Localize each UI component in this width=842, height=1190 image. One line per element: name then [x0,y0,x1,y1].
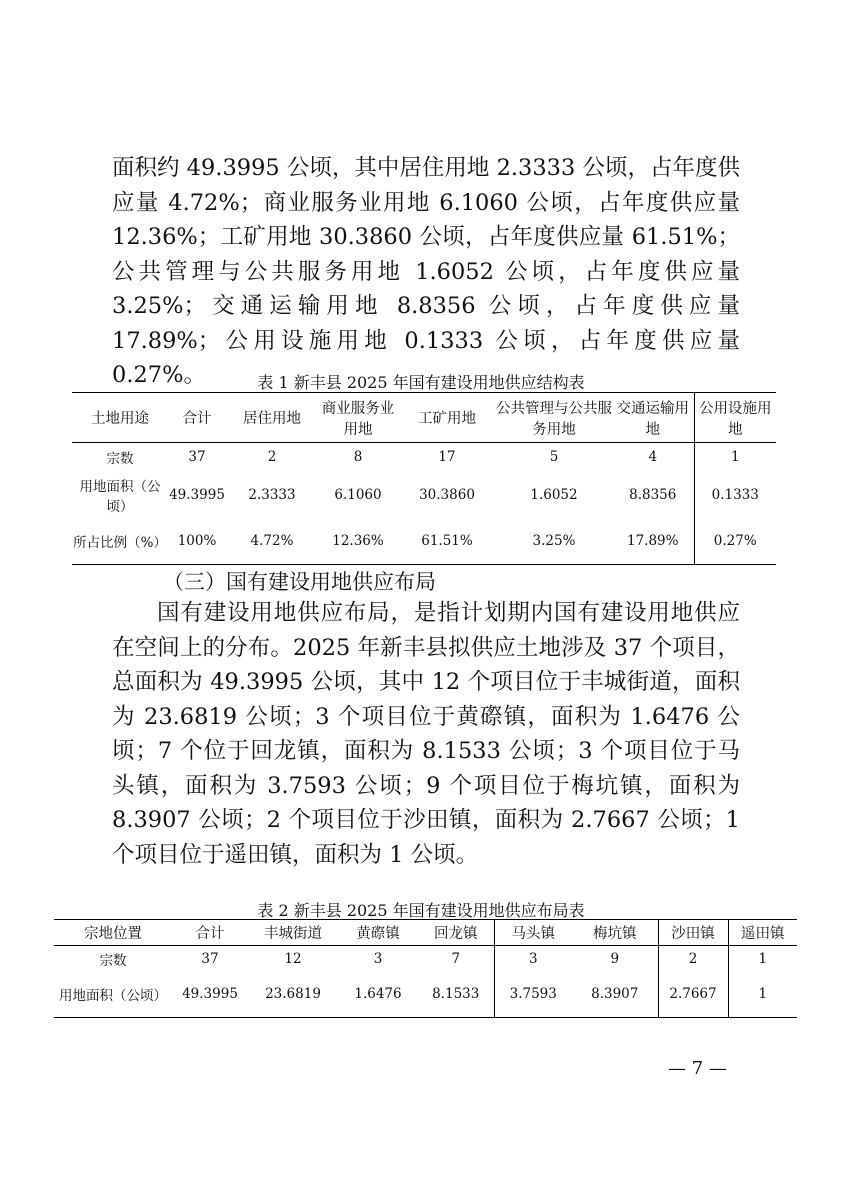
table-cell: 4.72% [250,533,294,550]
table-cell: 1 [728,972,797,1018]
table-cell: 1.6052 [530,486,578,503]
row-label: 宗数 [106,450,134,467]
table-header-cell: 黄磜镇 [356,926,400,942]
table-cell: 2 [658,946,728,972]
row-label: 用地面积（公顷） [79,478,161,515]
table-header-cell: 遥田镇 [728,920,797,946]
table-header-cell: 公用设施用地 [694,393,776,443]
table-cell: 8.1533 [432,986,480,1003]
table-row [72,471,776,519]
row-label: 用地面积（公顷） [59,988,167,1005]
table-cell: 5 [549,448,559,465]
table-cell: 3.7593 [494,972,572,1018]
table-header-cell: 工矿用地 [418,411,476,427]
table-cell: 49.3995 [182,986,238,1003]
table-header-row [54,920,797,946]
table-header-cell: 丰城街道 [264,926,322,942]
table-cell: 3 [494,946,572,972]
table2-caption: 表 2 新丰县 2025 年国有建设用地供应布局表 [257,901,585,920]
table-header-cell: 土地用途 [91,411,149,427]
table-header-row [72,393,776,443]
table-cell: 3.25% [532,533,576,550]
paragraph-supply-structure: 面积约 49.3995 公顷，其中居住用地 2.3333 公顷，占年度供应量 4.72%；商业服务业用地 6.1060 公顷，占年度供应量 12.36%；工矿用地 30.3860 公顷，占年度供应量 61.51%；公共管理与公共服务用地 1.6052 公顷，占年度供应量 3.25%；交通运输用地 8.8356 公顷，占年度供应量 17.89%；公用设施用地 0.1333 公顷，占年度供应量 0.27%。 [112,155,740,388]
table-cell: 9 [610,950,620,967]
table-cell: 0.27% [694,519,776,565]
table-header-cell: 沙田镇 [658,920,728,946]
table-cell: 4 [648,448,658,465]
table-cell: 17 [438,448,456,465]
table-cell: 12.36% [332,533,384,550]
table-cell: 0.1333 [694,471,776,519]
table-header-cell: 交通运输用地 [616,400,689,438]
table-cell: 12 [284,950,302,967]
paragraph-supply-layout: 国有建设用地供应布局，是指计划期内国有建设用地供应在空间上的分布。2025 年新丰县拟供应土地涉及 37 个项目，总面积为 49.3995 公顷，其中 12 个项目位于丰城街道，面积为 23.6819 公顷；3 个项目位于黄磜镇，面积为 1.6476 公顷；7 个位于回龙镇，面积为 8.1533 公顷；3 个项目位于马头镇，面积为 3.7593 公顷；9 个项目位于梅坑镇，面积为 8.3907 公顷；2 个项目位于沙田镇，面积为 2.7667 公顷；1 个项目位于遥田镇，面积为 1 公顷。 [112,600,740,868]
table-row [54,946,797,972]
row-label: 宗数 [99,952,127,969]
table-header-cell: 合计 [182,411,212,427]
table-cell: 61.51% [421,533,473,550]
table-header-cell: 商业服务业用地 [321,400,395,438]
table-row [72,519,776,565]
table-cell: 8 [353,448,363,465]
page-number: — 7 — [668,1058,727,1079]
row-label: 所占比例（%） [73,535,167,552]
table-cell: 7 [451,950,461,967]
table-cell: 17.89% [627,533,679,550]
table-cell: 37 [188,448,206,465]
table-cell: 3 [373,950,383,967]
section-heading: （三）国有建设用地供应布局 [163,570,436,594]
table-header-cell: 马头镇 [494,920,572,946]
table-cell: 37 [201,950,219,967]
table-cell: 1.6476 [354,986,402,1003]
table-cell: 8.3907 [591,986,639,1003]
table-cell: 2 [267,448,277,465]
table-header-cell: 梅坑镇 [593,926,637,942]
table-cell: 2.3333 [248,486,296,503]
table-cell: 49.3995 [169,486,225,503]
table-header-cell: 宗地位置 [84,926,142,942]
table-header-cell: 公共管理与公共服务用地 [496,400,612,438]
table-header-cell: 居住用地 [243,411,301,427]
table-row [72,443,776,471]
table-cell: 1 [728,946,797,972]
table-cell: 30.3860 [419,486,475,503]
table-header-cell: 回龙镇 [434,926,478,942]
table1-caption: 表 1 新丰县 2025 年国有建设用地供应结构表 [257,373,585,392]
table1-supply-structure [72,392,776,565]
table-cell: 23.6819 [265,986,321,1003]
table-cell: 1 [694,443,776,471]
table-cell: 8.8356 [629,486,677,503]
table-cell: 100% [177,533,217,550]
table-cell: 2.7667 [658,972,728,1018]
table2-supply-layout [54,919,797,1018]
table-cell: 6.1060 [334,486,382,503]
table-header-cell: 合计 [195,926,225,942]
table-row [54,972,797,1018]
